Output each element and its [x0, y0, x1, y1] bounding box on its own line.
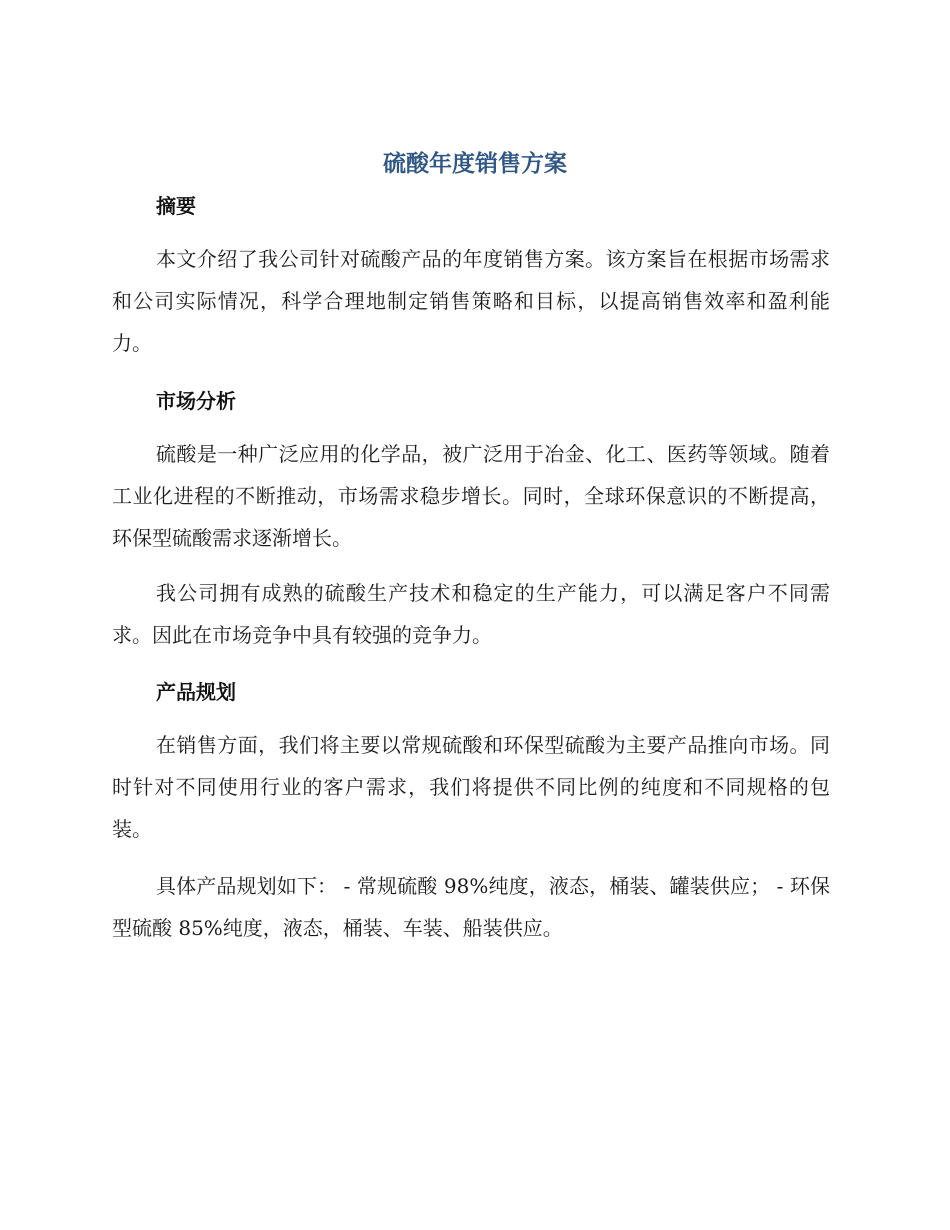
section-heading-market-analysis: 市场分析 [156, 389, 236, 413]
product-planning-paragraph-2: 具体产品规划如下： - 常规硫酸 98%纯度，液态，桶装、罐装供应； - 环保型硫酸 85%纯度，液态，桶装、车装、船装供应。 [112, 874, 830, 940]
market-analysis-paragraph-2: 我公司拥有成熟的硫酸生产技术和稳定的生产能力，可以满足客户不同需求。因此在市场竞争中具有较强的竞争力。 [112, 581, 830, 647]
section-heading-abstract: 摘要 [156, 194, 196, 218]
market-analysis-paragraph-1: 硫酸是一种广泛应用的化学品，被广泛用于冶金、化工、医药等领域。随着工业化进程的不断推动，市场需求稳步增长。同时，全球环保意识的不断提高，环保型硫酸需求逐渐增长。 [112, 442, 830, 550]
section-heading-product-planning: 产品规划 [156, 680, 236, 704]
product-planning-paragraph-1: 在销售方面，我们将主要以常规硫酸和环保型硫酸为主要产品推向市场。同时针对不同使用行业的客户需求，我们将提供不同比例的纯度和不同规格的包装。 [112, 733, 830, 841]
document-title: 硫酸年度销售方案 [383, 151, 567, 177]
abstract-paragraph: 本文介绍了我公司针对硫酸产品的年度销售方案。该方案旨在根据市场需求和公司实际情况，科学合理地制定销售策略和目标，以提高销售效率和盈利能力。 [112, 247, 830, 355]
